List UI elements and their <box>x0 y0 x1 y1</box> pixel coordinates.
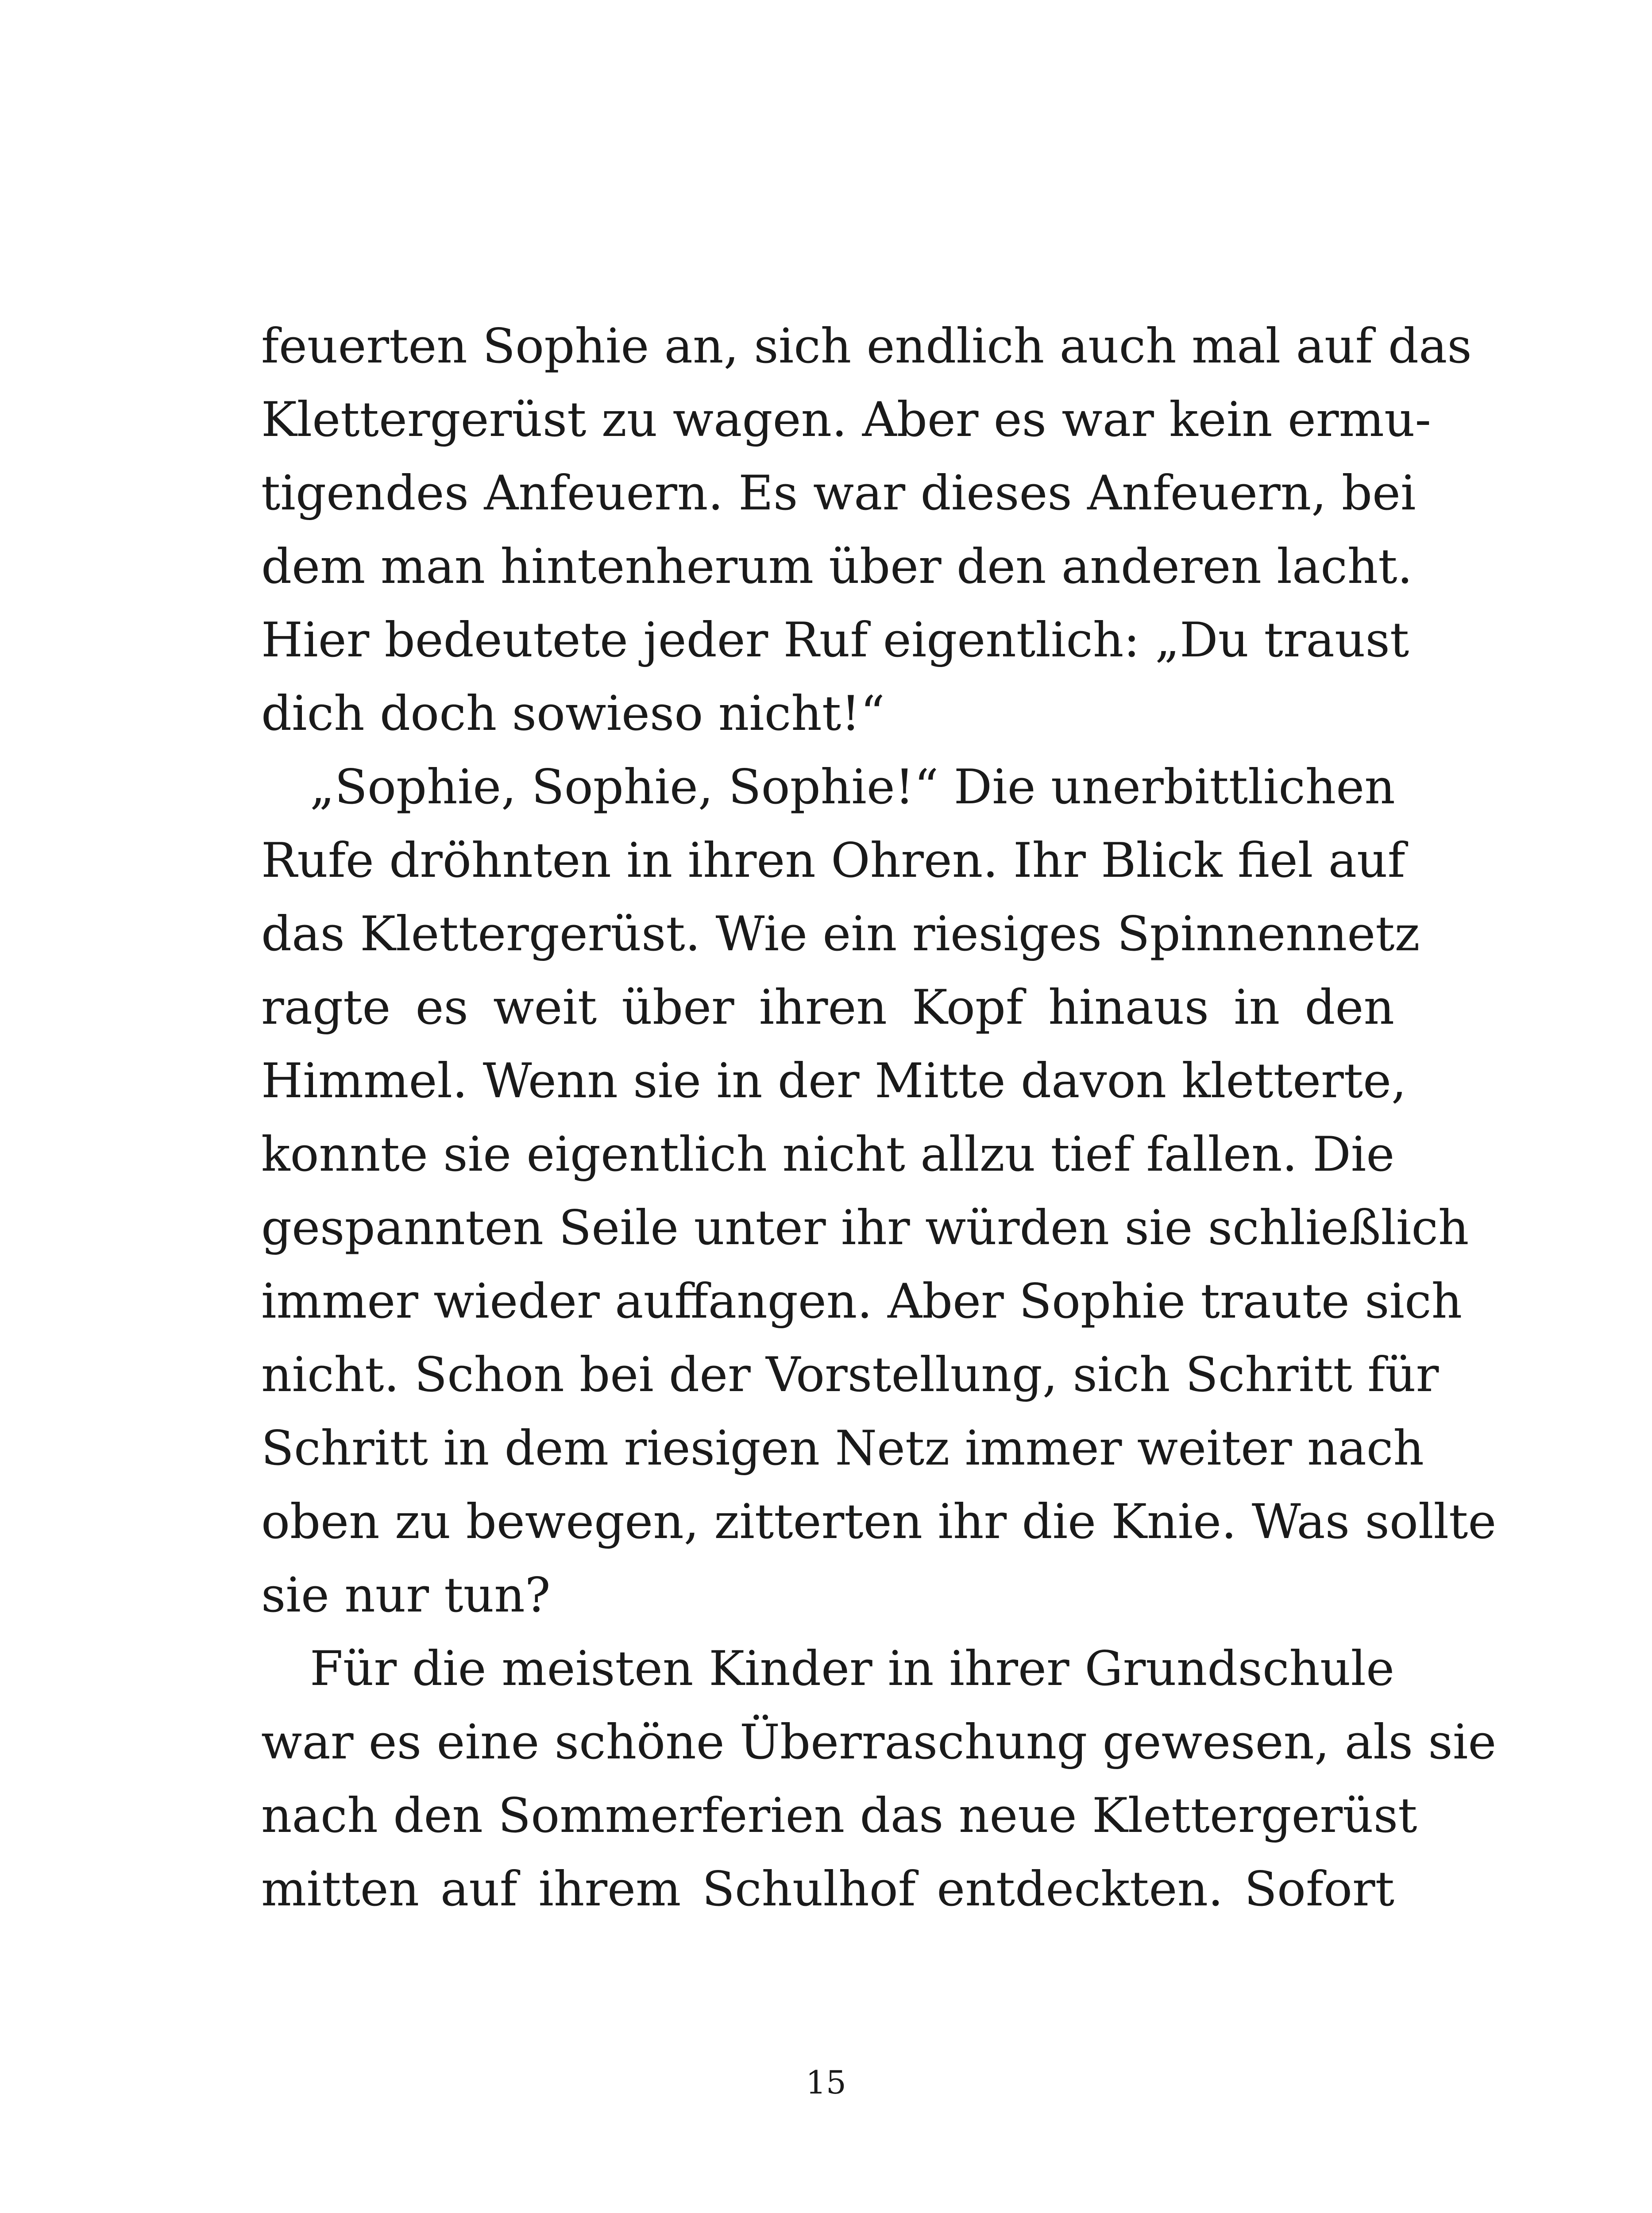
text-line: Für die meisten Kinder in ihrer Grundschule <box>310 1641 1394 1696</box>
text-line: Himmel. Wenn sie in der Mitte davon kletterte, <box>261 1053 1407 1109</box>
text-line: nach den Sommerferien das neue Klettergerüst <box>261 1788 1417 1843</box>
text-line: Schritt in dem riesigen Netz immer weiter nach <box>261 1421 1424 1476</box>
text-line: tigendes Anfeuern. Es war dieses Anfeuern, bei <box>261 466 1416 521</box>
body-text <box>261 310 1497 1926</box>
text-line: mitten auf ihrem Schulhof entdeckten. Sofort <box>261 1862 1394 1917</box>
text-line: konnte sie eigentlich nicht allzu tief fallen. Die <box>261 1127 1395 1182</box>
text-line: Klettergerüst zu wagen. Aber es war kein ermu- <box>261 392 1431 447</box>
text-line: sie nur tun? <box>261 1568 551 1623</box>
text-line: Rufe dröhnten in ihren Ohren. Ihr Blick fiel auf <box>261 833 1405 888</box>
text-line: nicht. Schon bei der Vorstellung, sich Schritt für <box>261 1347 1439 1403</box>
text-line: oben zu bewegen, zitterten ihr die Knie. Was sollte <box>261 1494 1497 1550</box>
text-line: war es eine schöne Überraschung gewesen, als sie <box>261 1715 1497 1770</box>
text-line: feuerten Sophie an, sich endlich auch mal auf das <box>261 319 1472 374</box>
text-line: dich doch sowieso nicht!“ <box>261 686 885 741</box>
text-line: „Sophie, Sophie, Sophie!“ Die unerbittlichen <box>310 760 1395 815</box>
text-line: dem man hintenherum über den anderen lacht. <box>261 539 1413 594</box>
text-line: immer wieder auffangen. Aber Sophie traute sich <box>261 1274 1463 1329</box>
text-line: das Klettergerüst. Wie ein riesiges Spinnennetz <box>261 906 1420 962</box>
text-line: ragte es weit über ihren Kopf hinaus in den <box>261 980 1394 1035</box>
page-number: 15 <box>806 2064 846 2101</box>
text-line: gespannten Seile unter ihr würden sie schließlich <box>261 1200 1469 1256</box>
text-line: Hier bedeutete jeder Ruf eigentlich: „Du traust <box>261 613 1409 668</box>
